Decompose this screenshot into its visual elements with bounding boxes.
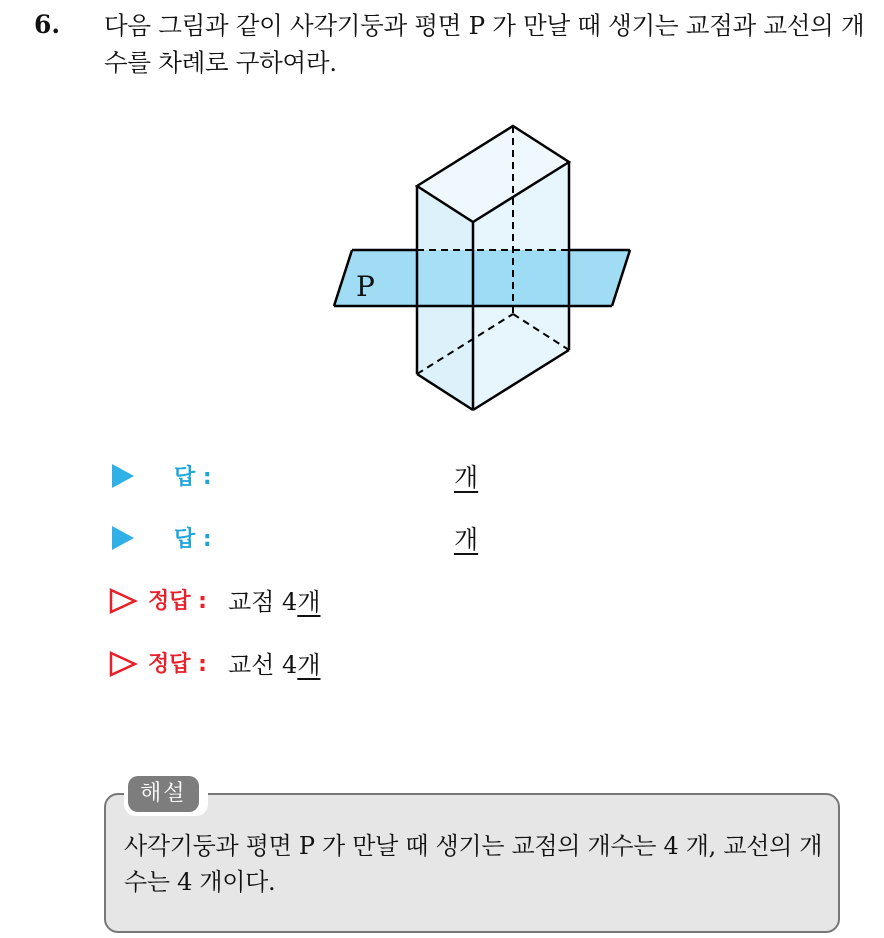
answer-label: 답 : bbox=[174, 465, 212, 490]
answer-arrow-icon bbox=[112, 526, 134, 550]
answer-row-2 bbox=[104, 520, 604, 556]
answer-label: 답 : bbox=[174, 527, 212, 552]
correct-answer-row-2 bbox=[108, 645, 508, 681]
correct-answer-text bbox=[228, 645, 320, 680]
answer-unit[interactable]: 개 bbox=[454, 463, 479, 492]
explanation-text: 사각기둥과 평면 P 가 만날 때 생기는 교점의 개수는 4 개, 교선의 개수는 4 개이다. bbox=[124, 832, 823, 896]
explanation-tab: 해설 bbox=[128, 776, 199, 812]
correct-answer-row-1 bbox=[108, 582, 508, 618]
question-number: 6. bbox=[34, 10, 61, 39]
plane-label: P bbox=[356, 270, 375, 303]
answer-arrow-icon bbox=[112, 464, 134, 488]
prism-front-overlap-right bbox=[473, 250, 569, 306]
correct-answer-label: 정답 : bbox=[148, 589, 207, 614]
prism-front-overlap bbox=[417, 250, 473, 306]
answer-unit[interactable]: 개 bbox=[454, 525, 479, 554]
correct-answer-value: 교점 4 bbox=[228, 588, 298, 616]
correct-answer-label: 정답 : bbox=[148, 652, 207, 677]
correct-arrow-icon bbox=[108, 651, 138, 677]
correct-arrow-icon bbox=[108, 588, 138, 614]
correct-answer-unit: 개 bbox=[297, 651, 321, 679]
correct-answer-text bbox=[228, 582, 320, 617]
correct-answer-unit: 개 bbox=[297, 588, 321, 616]
prism-plane-figure bbox=[320, 110, 650, 430]
correct-answer-value: 교선 4 bbox=[228, 651, 298, 679]
answer-row-1 bbox=[104, 458, 604, 494]
question-text: 다음 그림과 같이 사각기둥과 평면 P 가 만날 때 생기는 교점과 교선의 개수를 차례로 구하여라. bbox=[104, 11, 865, 77]
